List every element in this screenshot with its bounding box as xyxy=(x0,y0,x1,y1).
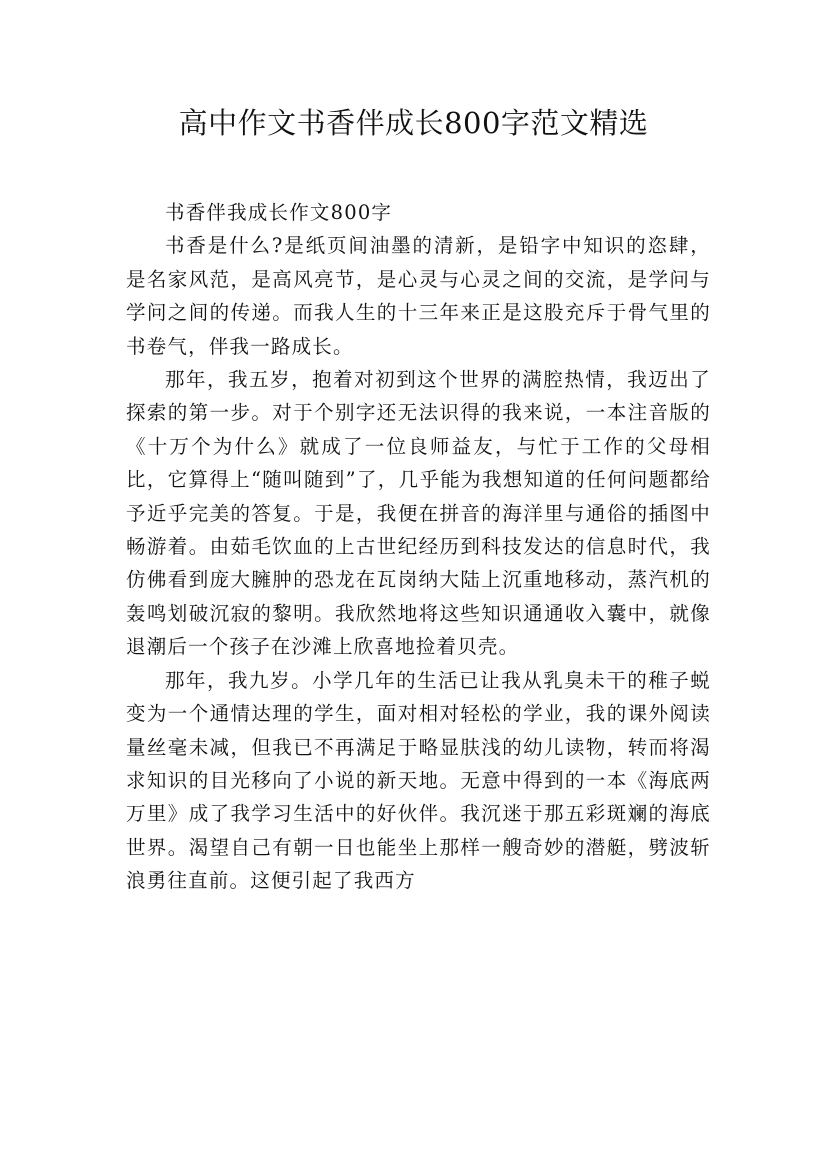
paragraph-3: 那年，我九岁。小学几年的生活已让我从乳臭未干的稚子蜕变为一个通情达理的学生，面对相对轻松的学业，我的课外阅读量丝毫未减，但我已不再满足于略显肤浅的幼儿读物，转而将渴求知识的目光移向了小说的新天地。无意中得到的一本《海底两万里》成了我学习生活中的好伙伴。我沉迷于那五彩斑斓的海底世界。渴望自己有朝一日也能坐上那样一艘奇妙的潜艇，劈波斩浪勇往直前。这便引起了我西方 xyxy=(126,668,711,893)
document-title: 高中作文书香伴成长800字范文精选 xyxy=(178,106,649,140)
document-body xyxy=(126,196,711,898)
paragraph-1: 书香是什么?是纸页间油墨的清新，是铅字中知识的恣肆，是名家风范，是高风亮节，是心灵与心灵之间的交流，是学问与学问之间的传递。而我人生的十三年来正是这股充斥于骨气里的书卷气，伴我一路成长。 xyxy=(126,234,711,358)
paragraph-2: 那年，我五岁，抱着对初到这个世界的满腔热情，我迈出了探索的第一步。对于个别字还无法识得的我来说，一本注音版的《十万个为什么》就成了一位良师益友，与忙于工作的父母相比，它算得上“随叫随到”了，几乎能为我想知道的任何问题都给予近乎完美的答复。于是，我便在拼音的海洋里与通俗的插图中畅游着。由茹毛饮血的上古世纪经历到科技发达的信息时代，我仿佛看到庞大臃肿的恐龙在瓦岗纳大陆上沉重地移动，蒸汽机的轰鸣划破沉寂的黎明。我欣然地将这些知识通通收入囊中，就像退潮后一个孩子在沙滩上欣喜地捡着贝壳。 xyxy=(126,368,711,659)
essay-subtitle: 书香伴我成长作文800字 xyxy=(165,201,393,224)
